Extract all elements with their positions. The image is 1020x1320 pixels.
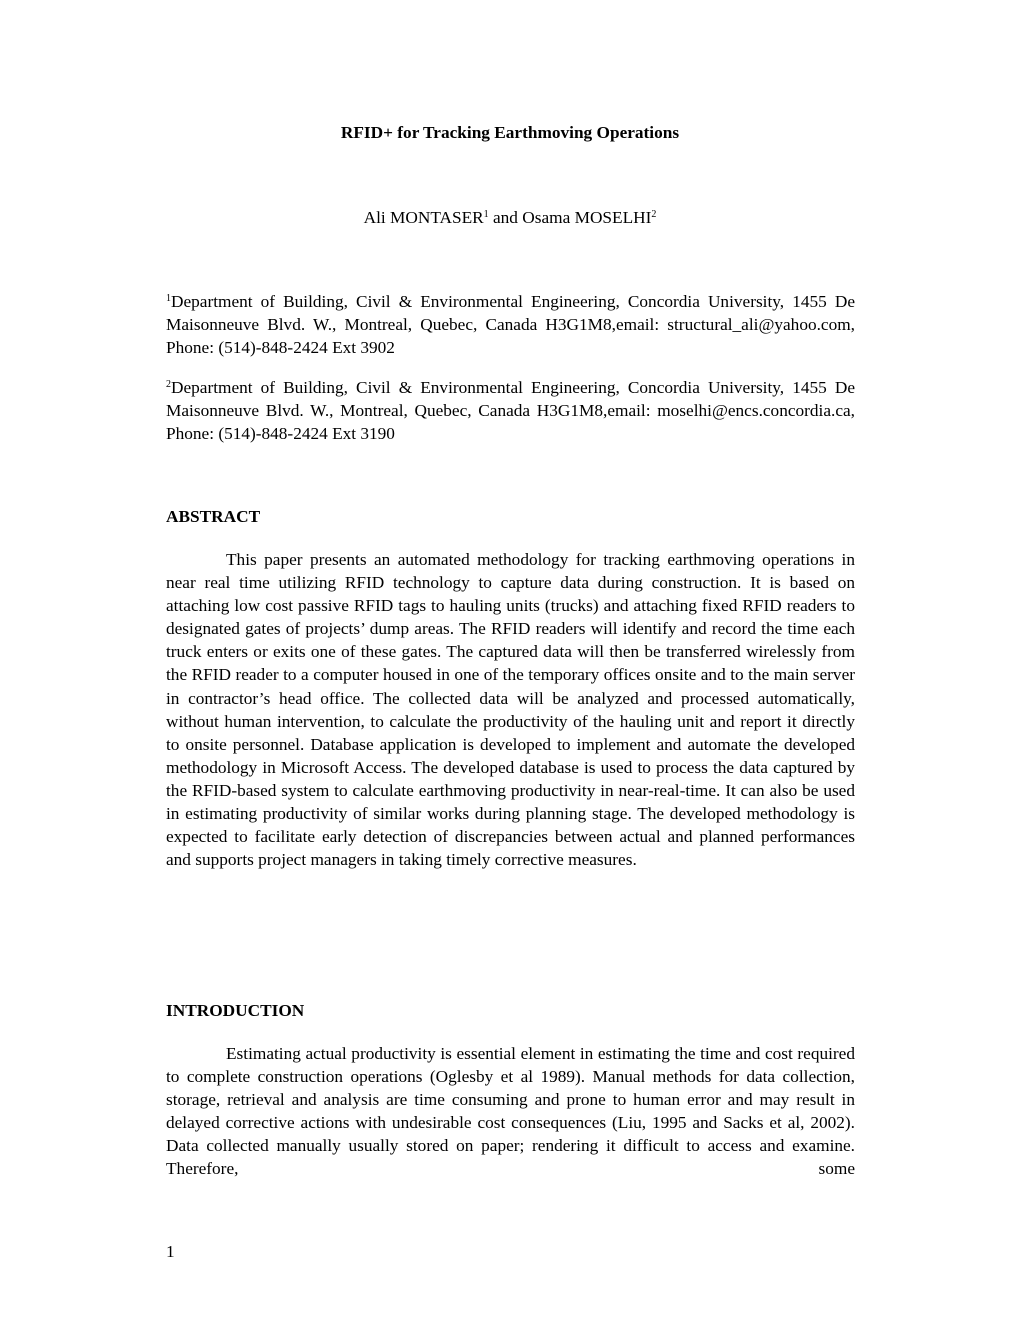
affiliation <box>166 376 855 445</box>
author-affiliation-mark: 1 <box>483 209 489 220</box>
affiliation-text: Department of Building, Civil & Environmental Engineering, Concordia University, 1455 De Maisonneuve Blvd. W., Montreal, Quebec, Canada H3G1M8,email: structural_ali@yahoo.com, Phone: (514)-848-2424 Ext 3902 <box>166 292 855 358</box>
author-joiner: and <box>488 208 523 227</box>
affiliation-mark: 2 <box>166 379 171 390</box>
affiliation <box>166 290 855 359</box>
affiliation-text: Department of Building, Civil & Environmental Engineering, Concordia University, 1455 De Maisonneuve Blvd. W., Montreal, Quebec, Canada H3G1M8,email: moselhi@encs.concordia.ca, Phone: (514)-848-2424 Ext 3190 <box>166 378 855 444</box>
author-line <box>0 206 1020 229</box>
author-name: Ali MONTASER <box>363 208 484 227</box>
affiliation-mark: 1 <box>166 293 171 304</box>
introduction-body: Estimating actual productivity is essential element in estimating the time and cost required to complete construction operations (Oglesby et al 1989). Manual methods for data collection, storage, retrieval and analysis are time consuming and prone to human error and may result in delayed corrective actions with undesirable cost consequences (Liu, 1995 and Sacks et al, 2002). Data collected manually usually stored on paper; rendering it difficult to access and examine. Therefore, some <box>166 1044 855 1179</box>
paper-title: RFID+ for Tracking Earthmoving Operations <box>340 123 680 142</box>
abstract-body: This paper presents an automated methodology for tracking earthmoving operations in near real time utilizing RFID technology to capture data during construction. It is based on attaching low cost passive RFID tags to hauling units (trucks) and attaching fixed RFID readers to designated gates of projects’ dump areas. The RFID readers will identify and record the time each truck enters or exits one of these gates. The captured data will then be transferred wirelessly from the RFID reader to a computer housed in one of the temporary offices onsite and to the main server in contractor’s head office. The collected data will be analyzed and processed automatically, without human intervention, to calculate the productivity of the hauling unit and report it directly to onsite personnel. Database application is developed to implement and automate the developed methodology in Microsoft Access. The developed database is used to process the data captured by the RFID-based system to calculate earthmoving productivity in near-real-time. It can also be used in estimating productivity of similar works during planning stage. The developed methodology is expected to facilitate early detection of discrepancies between actual and planned performances and supports project managers in taking timely corrective measures. <box>166 550 855 870</box>
page-number: 1 <box>166 1242 175 1261</box>
author-name: Osama MOSELHI <box>522 208 652 227</box>
author-affiliation-mark: 2 <box>651 209 657 220</box>
introduction-heading: INTRODUCTION <box>166 1001 305 1020</box>
abstract-heading: ABSTRACT <box>166 507 261 526</box>
